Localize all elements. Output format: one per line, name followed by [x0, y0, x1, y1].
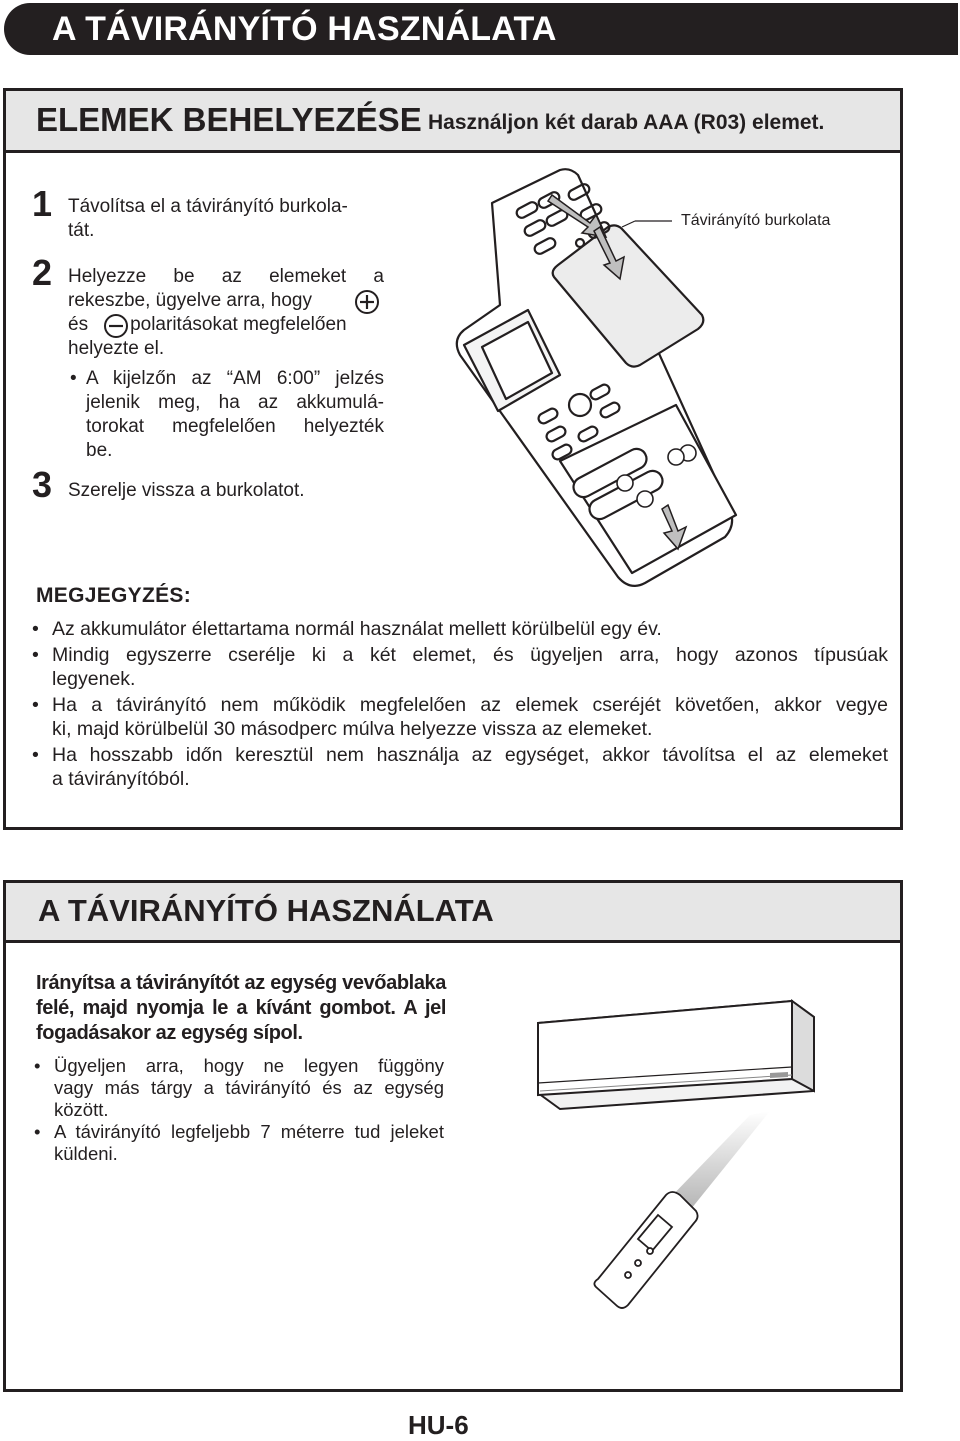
step-1-line: tát.	[68, 220, 95, 241]
note-line: Ha hosszabb időn keresztül nem használja az egységet, akkor távolítsa el az elemeket	[52, 744, 888, 766]
bullet-dot: •	[34, 1121, 41, 1142]
minus-polarity-icon	[103, 313, 129, 339]
usage-section-title: A TÁVIRÁNYÍTÓ HASZNÁLATA	[38, 893, 494, 928]
bullet-line: be.	[86, 440, 113, 461]
usage-line: küldeni.	[54, 1143, 118, 1164]
usage-bullet-text	[54, 1055, 444, 1121]
air-conditioner-illustration	[520, 995, 830, 1325]
note-line: Az akkumulátor élettartama normál használat mellett körülbelül egy év.	[52, 618, 662, 640]
bullet-line: jelenik meg, ha az akkumulá-	[86, 392, 384, 413]
page-number: HU-6	[408, 1410, 469, 1440]
usage-line: A távirányító legfeljebb 7 méterre tud jeleket	[54, 1121, 444, 1142]
remote-control	[594, 1192, 697, 1308]
usage-line: között.	[54, 1099, 109, 1120]
bullet-line: torokat megfelelően helyezték	[86, 416, 384, 437]
note-item-text	[52, 693, 888, 741]
battery-section-title: ELEMEK BEHELYEZÉSE	[36, 101, 422, 138]
battery-section-header	[6, 91, 900, 153]
note-item-text	[52, 617, 888, 641]
top-banner	[4, 3, 958, 55]
step-2-line: Helyezze be az elemeket a	[68, 266, 384, 287]
note-line: Mindig egyszerre cserélje ki a két elemet, és ügyeljen arra, hogy azonos típusúak	[52, 644, 888, 666]
usage-line: vagy más tárgy a távirányító és az egység	[54, 1077, 444, 1098]
note-line: ki, majd körülbelül 30 másodperc múlva helyezze vissza az elemeket.	[52, 718, 653, 740]
step-1-text	[68, 195, 388, 243]
instruction-line: felé, majd nyomja le a kívánt gombot. A jel	[36, 997, 446, 1019]
step-2-and: és	[68, 314, 89, 335]
note-line: Ha a távirányító nem működik megfelelően az elemek cseréjét követően, akkor vegye	[52, 694, 888, 716]
bullet-line: A kijelzőn az “AM 6:00” jelzés	[86, 368, 384, 389]
note-item-text	[52, 743, 888, 791]
step-1-line: Távolítsa el a távirányító burkola-	[68, 196, 348, 217]
usage-line: Ügyeljen arra, hogy ne legyen függöny	[54, 1055, 444, 1076]
indoor-unit	[538, 1001, 814, 1109]
bullet-dot: •	[70, 368, 77, 389]
note-line: a távirányítóból.	[52, 768, 190, 790]
battery-section-subtitle: Használjon két darab AAA (R03) elemet.	[428, 111, 825, 134]
step-1-number: 1	[32, 183, 53, 224]
usage-bullet-text	[54, 1121, 444, 1165]
bullet-dot: •	[32, 744, 39, 766]
remote-battery-illustration	[440, 165, 750, 595]
bullet-dot: •	[32, 644, 39, 666]
note-item-text	[52, 643, 888, 691]
bullet-dot: •	[32, 694, 39, 716]
step-2-line: rekeszbe, ügyelve arra, hogy	[68, 290, 312, 311]
step-3-text	[68, 479, 388, 503]
remote-cover-label: Távirányító burkolata	[681, 212, 831, 229]
step-2-bullet-text	[86, 367, 384, 463]
usage-instruction	[36, 971, 446, 1046]
instruction-line: Irányítsa a távirányítót az egység vevőablaka	[36, 972, 446, 994]
bullet-dot: •	[34, 1055, 41, 1076]
step-3-line: Szerelje vissza a burkolatot.	[68, 480, 305, 501]
usage-section-header	[6, 883, 900, 943]
step-2-number: 2	[32, 252, 53, 293]
note-line: legyenek.	[52, 668, 136, 690]
plus-polarity-icon	[354, 289, 380, 315]
step-3-number: 3	[32, 464, 53, 505]
bullet-dot: •	[32, 618, 39, 640]
step-2-line: helyezte el.	[68, 338, 165, 359]
instruction-line: fogadásakor az egység sípol.	[36, 1022, 303, 1044]
note-title: MEGJEGYZÉS:	[36, 584, 191, 607]
page-header-title: A TÁVIRÁNYÍTÓ HASZNÁLATA	[52, 10, 557, 48]
step-2-polarity-text: polaritásokat megfelelően	[130, 314, 347, 335]
